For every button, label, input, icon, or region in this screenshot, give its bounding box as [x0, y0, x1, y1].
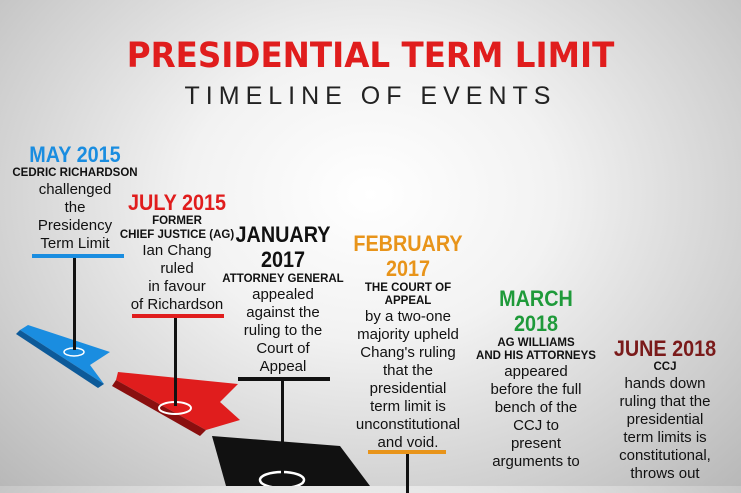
event-description-line: majority upheld: [357, 326, 459, 344]
event-actor: AND HIS ATTORNEYS: [476, 349, 596, 362]
event-description-line: Appeal: [259, 357, 307, 375]
event-actor: CCJ: [653, 361, 677, 374]
event-description-line: arguments to: [492, 453, 580, 471]
event-description-line: and void.: [377, 434, 439, 452]
event-actor: CEDRIC RICHARDSON: [12, 167, 138, 180]
event-date: JUNE 2018: [613, 336, 717, 361]
event-description-line: Court of: [256, 339, 310, 357]
event-description-line: challenged: [38, 180, 112, 198]
event-description-line: against the: [246, 303, 320, 321]
event-description-line: presidential: [369, 380, 447, 398]
event-date: 2017: [385, 256, 431, 282]
event-description-line: unconstitutional: [355, 416, 461, 434]
event-date: FEBRUARY: [353, 231, 463, 256]
event-description-line: Chang's ruling: [360, 344, 456, 362]
event-description-line: ruled: [160, 259, 194, 277]
page-title: PRESIDENTIAL TERM LIMIT: [126, 36, 615, 76]
pole-february-2017: [406, 453, 409, 493]
event-description-line: term limits is: [623, 428, 707, 446]
event-description-line: Presidency: [37, 216, 113, 234]
event-description-line: Ian Chang: [142, 241, 212, 259]
page-subtitle: TIMELINE OF EVENTS: [184, 82, 557, 110]
pole-may-2015: [73, 258, 76, 350]
event-description-line: ruling that the: [619, 392, 711, 410]
event-description-line: the: [64, 198, 86, 216]
event-description-line: that the: [382, 362, 434, 380]
event-actor: AG WILLIAMS: [497, 336, 575, 349]
event-description-line: Term Limit: [40, 234, 110, 252]
event-description-line: hands down: [624, 374, 706, 392]
event-january-2017: [220, 222, 346, 376]
bar-january-2017: [238, 377, 330, 381]
pole-january-2017: [281, 380, 284, 476]
event-date: MAY 2015: [29, 142, 121, 167]
event-march-2018: [474, 286, 598, 471]
event-description-line: before the full: [490, 381, 582, 399]
event-description-line: in favour: [148, 277, 206, 295]
pole-july-2015: [174, 318, 177, 406]
bar-july-2015: [132, 314, 224, 318]
event-description-line: presidential: [626, 410, 704, 428]
event-description-line: bench of the: [494, 399, 578, 417]
event-date: 2018: [513, 311, 559, 337]
bar-may-2015: [32, 254, 124, 258]
event-description-line: term limit is: [370, 398, 446, 416]
event-date: JULY 2015: [128, 190, 226, 215]
event-actor: ATTORNEY GENERAL: [222, 272, 344, 285]
event-actor: CHIEF JUSTICE (AG): [119, 228, 235, 241]
event-description-line: appeared: [504, 363, 568, 381]
event-actor: FORMER: [152, 215, 202, 228]
event-actor: THE COURT OF APPEAL: [364, 281, 452, 307]
event-date: MARCH: [499, 286, 573, 311]
event-description-line: throws out: [630, 464, 700, 482]
event-february-2017: [342, 231, 474, 452]
event-june-2018: [598, 336, 732, 483]
event-date: JANUARY: [235, 222, 331, 247]
event-description-line: ruling to the: [243, 321, 323, 339]
event-description-line: appealed: [252, 285, 314, 303]
event-description-line: CCJ to: [513, 417, 559, 435]
event-description-line: of Richardson: [130, 295, 224, 313]
event-description-line: present: [510, 435, 562, 453]
event-description-line: constitutional,: [619, 446, 711, 464]
event-description-line: by a two-one: [365, 308, 451, 326]
event-date: 2017: [260, 247, 306, 273]
